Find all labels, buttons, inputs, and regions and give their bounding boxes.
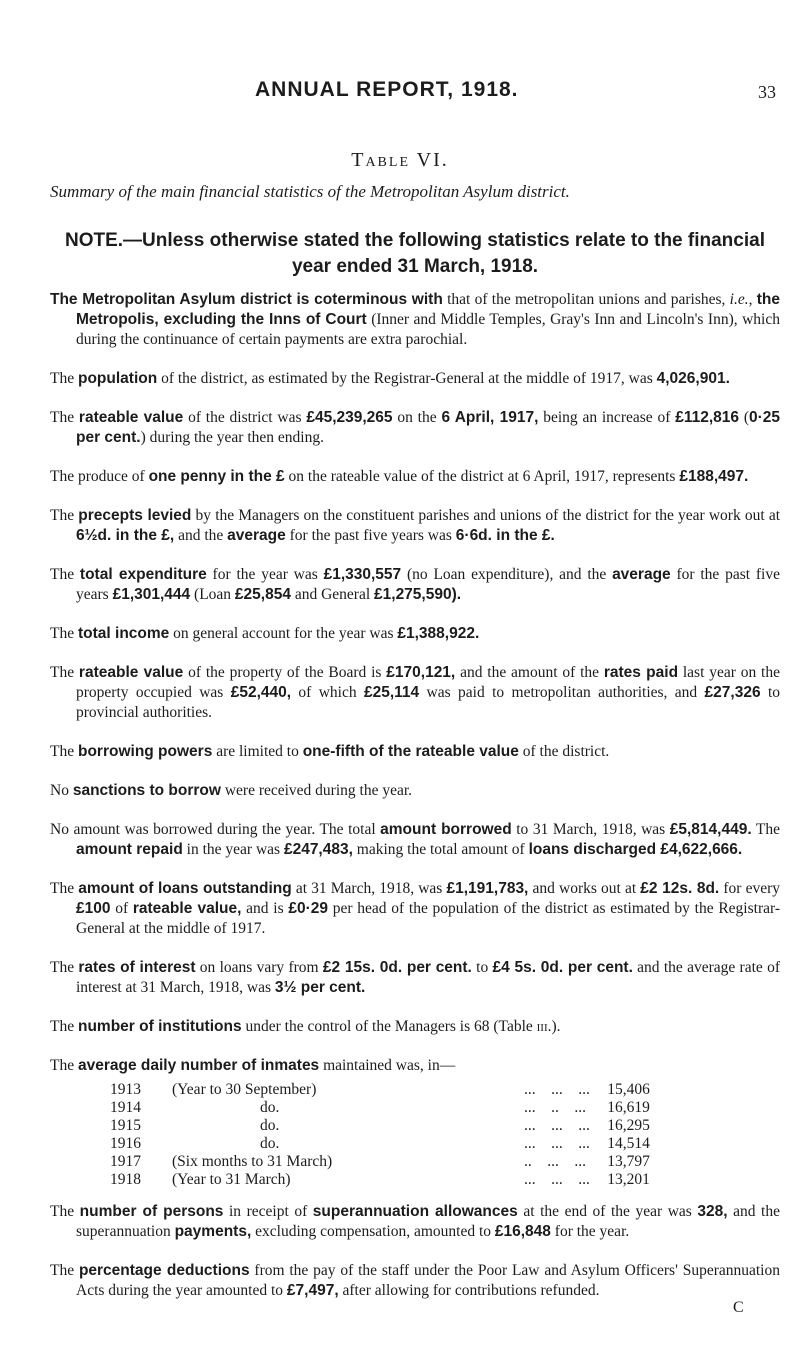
paragraph-population: The population of the district, as estimated by the Registrar-General at the middle of 1917, was 4,026,901. (50, 370, 730, 387)
leader-dots: ... ... ... (524, 1081, 590, 1098)
period-cell: (Year to 30 September) (172, 1081, 317, 1098)
paragraph-rateable-value-district: The rateable value of the district was £45,239,265 on the 6 April, 1917, being an increase of £112,816 (0·25 per cent.) during the year then ending. (50, 409, 781, 446)
period-cell: (Six months to 31 March) (172, 1153, 333, 1170)
report-title: ANNUAL REPORT, 1918. (255, 78, 519, 101)
paragraph-loans-outstanding: The amount of loans outstanding at 31 March, 1918, was £1,191,783, and works out at £2 12s. 8d. for every £100 of rateable value, and is £0·29 per head of the population of the district as estimated by the Registrar-General at the middle of 1917. (50, 880, 780, 937)
value-cell: 13,797 (607, 1153, 650, 1170)
year-cell: 1914 (110, 1099, 141, 1116)
leader-dots: ... ... ... (524, 1135, 590, 1152)
paragraph-percentage-deductions: The percentage deductions from the pay of the staff under the Poor Law and Asylum Officers' Superannuation Acts during the year amounted to £7,497, after allowing for contributions refunded. (50, 1262, 780, 1299)
leader-dots: ... .. ... (524, 1099, 586, 1116)
table-row (110, 1081, 650, 1099)
note-heading: NOTE.—Unless otherwise stated the following statistics relate to the financial year ended 31 March, 1918. (65, 230, 765, 277)
table-subtitle: Summary of the main financial statistics of the Metropolitan Asylum district. (50, 182, 570, 201)
period-cell: do. (260, 1135, 280, 1152)
inmates-table (110, 1081, 650, 1189)
paragraph-sanctions: No sanctions to borrow were received during the year. (50, 782, 413, 799)
leader-dots: .. ... ... (524, 1153, 586, 1170)
leader-dots: ... ... ... (524, 1117, 590, 1134)
period-cell: (Year to 31 March) (172, 1171, 291, 1188)
paragraph-borrowing-powers: The borrowing powers are limited to one-fifth of the rateable value of the district. (50, 743, 610, 760)
paragraph-interest-rates: The rates of interest on loans vary from £2 15s. 0d. per cent. to £4 5s. 0d. per cent. and the average rate of interest at 31 March, 1918, was 3½ per cent. (50, 959, 780, 996)
year-cell: 1918 (110, 1171, 141, 1188)
table-row (110, 1117, 650, 1135)
running-header (0, 80, 800, 106)
period-cell: do. (260, 1099, 280, 1116)
year-cell: 1913 (110, 1081, 141, 1098)
page-number: 33 (758, 82, 776, 102)
year-cell: 1917 (110, 1153, 141, 1170)
paragraph-superannuation: The number of persons in receipt of superannuation allowances at the end of the year was 328, and the superannuation payments, excluding compensation, amounted to £16,848 for the year. (50, 1203, 780, 1240)
paragraph-inmates: The average daily number of inmates maintained was, in— (50, 1057, 456, 1074)
paragraph-amount-borrowed: No amount was borrowed during the year. The total amount borrowed to 31 March, 1918, was £5,814,449. The amount repaid in the year was £247,483, making the total amount of loans discharged £4,622,666. (50, 821, 780, 858)
paragraph-precepts: The precepts levied by the Managers on the constituent parishes and unions of the district for the year work out at 6½d. in the £, and the average for the past five years was 6·6d. in the £. (50, 507, 780, 544)
paragraph-institutions: The number of institutions under the control of the Managers is 68 (Table iii.). (50, 1018, 561, 1035)
statistics-body (50, 290, 780, 1320)
paragraph-rateable-value-board: The rateable value of the property of the Board is £170,121, and the amount of the rates paid last year on the property occupied was £52,440, of which £25,114 was paid to metropolitan authorities, and £27,326 to provincial authorities. (50, 664, 781, 721)
value-cell: 14,514 (607, 1135, 650, 1152)
year-cell: 1915 (110, 1117, 141, 1134)
year-cell: 1916 (110, 1135, 141, 1152)
table-row (110, 1153, 650, 1171)
leader-dots: ... ... ... (524, 1171, 590, 1188)
value-cell: 16,619 (607, 1099, 650, 1116)
value-cell: 16,295 (607, 1117, 650, 1134)
table-row (110, 1099, 650, 1117)
paragraph-district: The Metropolitan Asylum district is coterminous with that of the metropolitan unions and parishes, i.e., the Metropolis, excluding the Inns of Court (Inner and Middle Temples, Gray's Inn and Lincoln's Inn), which during the continuance of certain payments are extra parochial. (50, 291, 781, 348)
value-cell: 13,201 (607, 1171, 650, 1188)
value-cell: 15,406 (607, 1081, 650, 1098)
table-row (110, 1135, 650, 1153)
table-row (110, 1171, 650, 1189)
period-cell: do. (260, 1117, 280, 1134)
table-title: Table VI. (351, 149, 449, 171)
paragraph-expenditure: The total expenditure for the year was £1,330,557 (no Loan expenditure), and the average for the past five years £1,301,444 (Loan £25,854 and General £1,275,590). (50, 566, 780, 603)
signature-mark: C (733, 1299, 744, 1316)
paragraph-penny-produce: The produce of one penny in the £ on the rateable value of the district at 6 April, 1917, represents £188,497. (50, 468, 749, 485)
paragraph-income: The total income on general account for the year was £1,388,922. (50, 625, 480, 642)
